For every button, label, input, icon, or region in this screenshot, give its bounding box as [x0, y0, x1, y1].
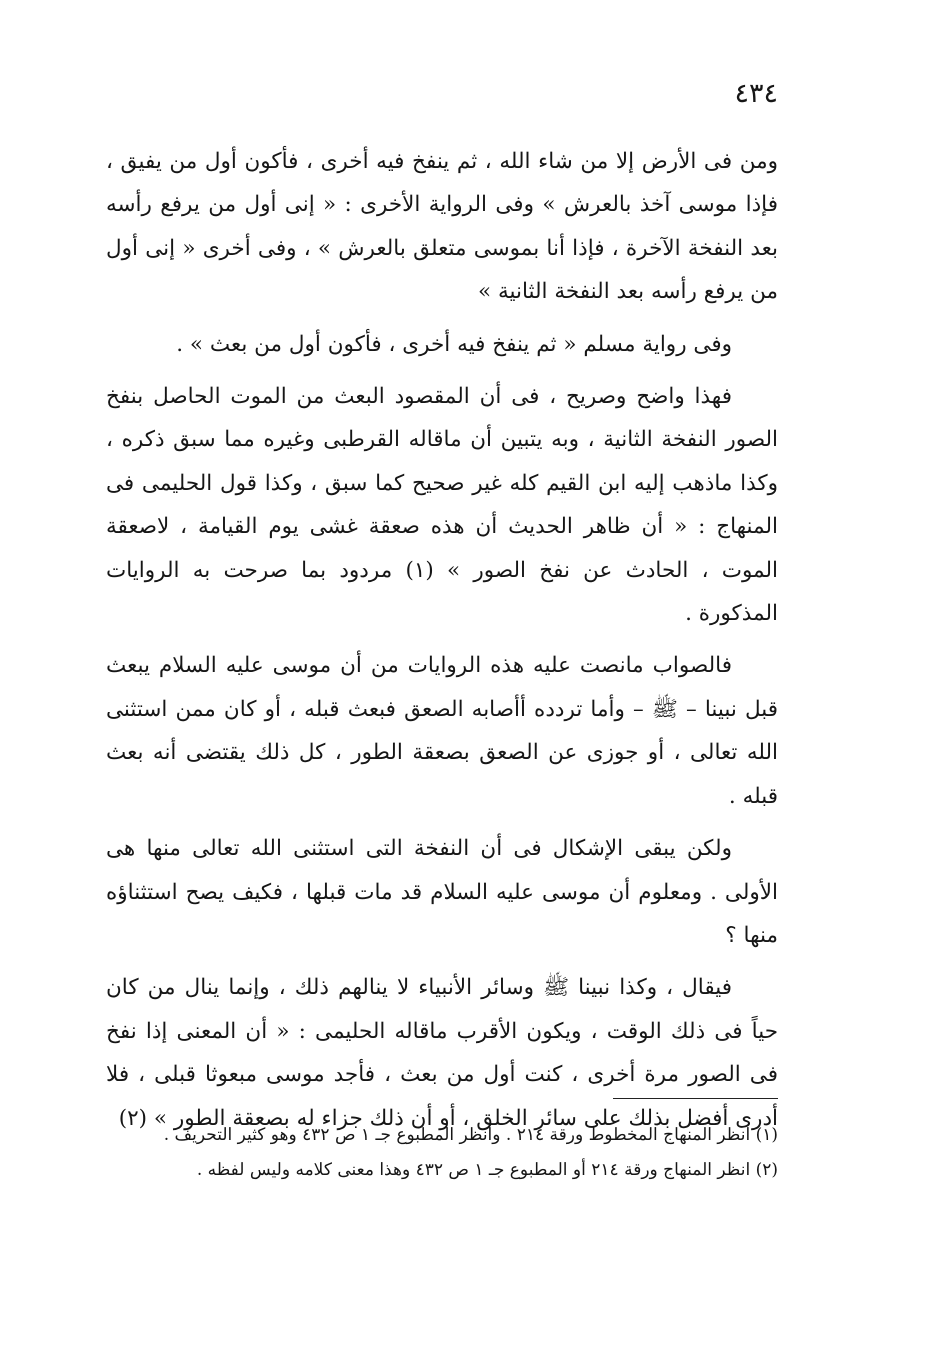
- paragraph: وفى رواية مسلم « ثم ينفخ فيه أخرى ، فأكون أول من بعث » .: [176, 331, 732, 357]
- footnote-1: (١) انظر المنهاج المخطوط ورقة ٢١٤ . وانظر المطبوع جـ ١ ص ٤٣٢ وهو كثير التحريف .: [163, 1125, 778, 1145]
- paragraph: فالصواب مانصت عليه هذه الروايات من أن موسى عليه السلام يبعث قبل نبينا – ﷺ – وأما تردده أأصابه الصعق فبعث قبله ، أو كان ممن استثنى الله تعالى ، أو جوزى عن الصعق بصعقة الطور ، كل ذلك يقتضى أنه بعث قبله .: [106, 653, 778, 809]
- paragraph: فيقال ، وكذا نبينا ﷺ وسائر الأنبياء لا ينالهم ذلك ، وإنما ينال من كان حياً فى ذلك الوقت ، ويكون الأقرب ماقاله الحليمى : « أن المعنى إذا نفخ فى الصور مرة أخرى ، كنت أول من بعث ، فأجد موسى مبعوثا قبلى ، فلا أدرى أفضل بذلك على سائر الخلق ، أو أن ذلك جزاء له بصعقة الطور » (٢): [106, 975, 778, 1131]
- paragraph: ولكن يبقى الإشكال فى أن النفخة التى استثنى الله تعالى منها هى الأولى . ومعلوم أن موسى عليه السلام قد مات قبلها ، فكيف يصح استثناؤه منها ؟: [106, 836, 778, 948]
- page-number: ٤٣٤: [734, 78, 778, 109]
- footnote-2: (٢) انظر المنهاج ورقة ٢١٤ أو المطبوع جـ ١ ص ٤٣٢ وهذا معنى كلامه وليس لفظه .: [196, 1160, 778, 1180]
- footnote-divider: [613, 1098, 778, 1099]
- footnotes: [106, 1120, 778, 1190]
- main-text: [106, 140, 778, 1140]
- paragraph-continuation: ومن فى الأرض إلا من شاء الله ، ثم ينفخ فيه أخرى ، فأكون أول من يفيق ، فإذا موسى آخذ بالعرش » وفى الرواية الأخرى : « إنى أول من يرفع رأسه بعد النفخة الآخرة ، فإذا أنا بموسى متعلق بالعرش » ، وفى أخرى « إنى أول من يرفع رأسه بعد النفخة الثانية »: [106, 149, 778, 305]
- paragraph: فهذا واضح وصريح ، فى أن المقصود البعث من الموت الحاصل بنفخ الصور النفخة الثانية ، وبه يتبين أن ماقاله القرطبى وغيره مما سبق ذكره ، وكذا ماذهب إليه ابن القيم كله غير صحيح كما سبق ، وكذا قول الحليمى فى المنهاج : « أن ظاهر الحديث أن هذه صعقة غشى يوم القيامة ، لاصعقة الموت ، الحادث عن نفخ الصور » (١) مردود بما صرحت به الروايات المذكورة .: [106, 384, 779, 627]
